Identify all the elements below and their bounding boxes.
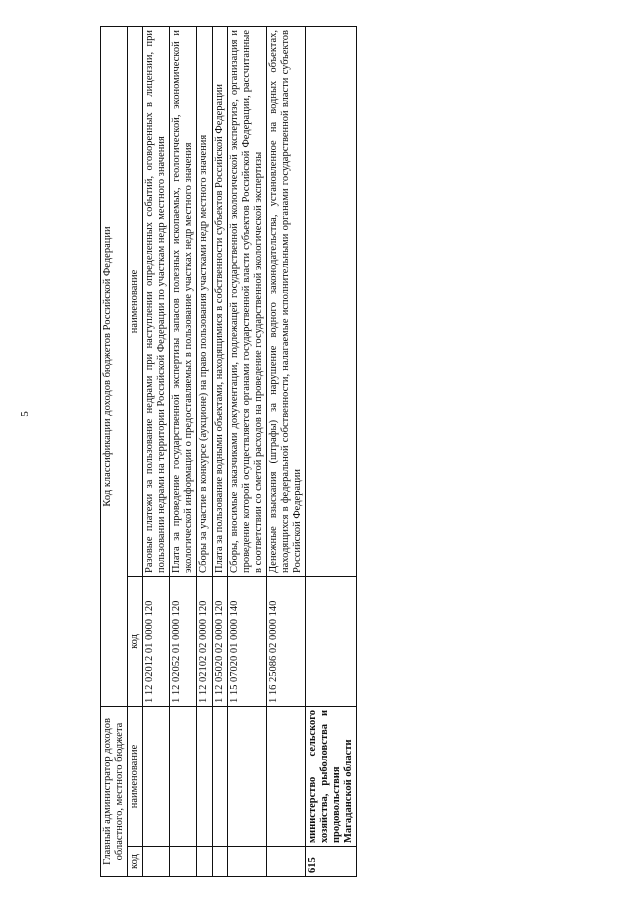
header-chief-administrator: Главный администратор доходов областного, местного бюджета [101, 706, 128, 876]
kbk-name: Денежные взыскания (штрафы) за нарушение водного законодательства, установленное на водных объектах, находящихся в федеральной собственности, налагаемые исполнительными органами государственной власти субъектов Российской Федерации [266, 26, 305, 576]
kbk-name: Разовые платежи за пользование недрами при наступлении определенных событий, оговоренных в лицензии, при пользовании недрами на территории Российской Федерации по участкам недр местного значения [143, 26, 170, 576]
kbk-code: 1 16 25086 02 0000 140 [266, 576, 305, 706]
header-classification-code: Код классификации доходов бюджетов Российской Федерации [101, 26, 128, 706]
table-row [227, 26, 266, 876]
table-row-administrator [305, 26, 356, 876]
header-admin-name: наименование [128, 706, 143, 846]
table-row [212, 26, 227, 876]
document-table-rotated [100, 27, 540, 877]
kbk-code: 1 15 07020 01 0000 140 [227, 576, 266, 706]
kbk-name: Плата за проведение государственной экспертизы запасов полезных ископаемых, геологической, экономической и экологической информации о предоставляемых в пользование участках недр местного значения [170, 26, 197, 576]
table-row [197, 26, 212, 876]
header-admin-code: код [128, 847, 143, 877]
admin-name: министерство сельского хозяйства, рыболовства и продовольствия Магаданской области [305, 706, 356, 846]
admin-code: 615 [305, 847, 356, 877]
kbk-code: 1 12 05020 02 0000 120 [212, 576, 227, 706]
revenue-classification-table [100, 26, 357, 877]
table-row [266, 26, 305, 876]
table-row [143, 26, 170, 876]
kbk-code: 1 12 02102 02 0000 120 [197, 576, 212, 706]
kbk-code: 1 12 02052 01 0000 120 [170, 576, 197, 706]
kbk-name: Плата за пользование водными объектами, находящимися в собственности субъектов Российской Федерации [212, 26, 227, 576]
table-row [170, 26, 197, 876]
kbk-code: 1 12 02012 01 0000 120 [143, 576, 170, 706]
kbk-name: Сборы, вносимые заказчиками документации, подлежащей государственной экологической экспертизе, организация и проведение которой осуществляется органами государственной власти субъектов Российской Федерации, рассчитанные в соответствии со сметой расходов на проведение государственной экологической экспертизы [227, 26, 266, 576]
header-kbk-name: наименование [128, 26, 143, 576]
header-kbk-code: код [128, 576, 143, 706]
kbk-name: Сборы за участие в конкурсе (аукционе) на право пользования участками недр местного значения [197, 26, 212, 576]
page-number: 5 [18, 411, 31, 417]
